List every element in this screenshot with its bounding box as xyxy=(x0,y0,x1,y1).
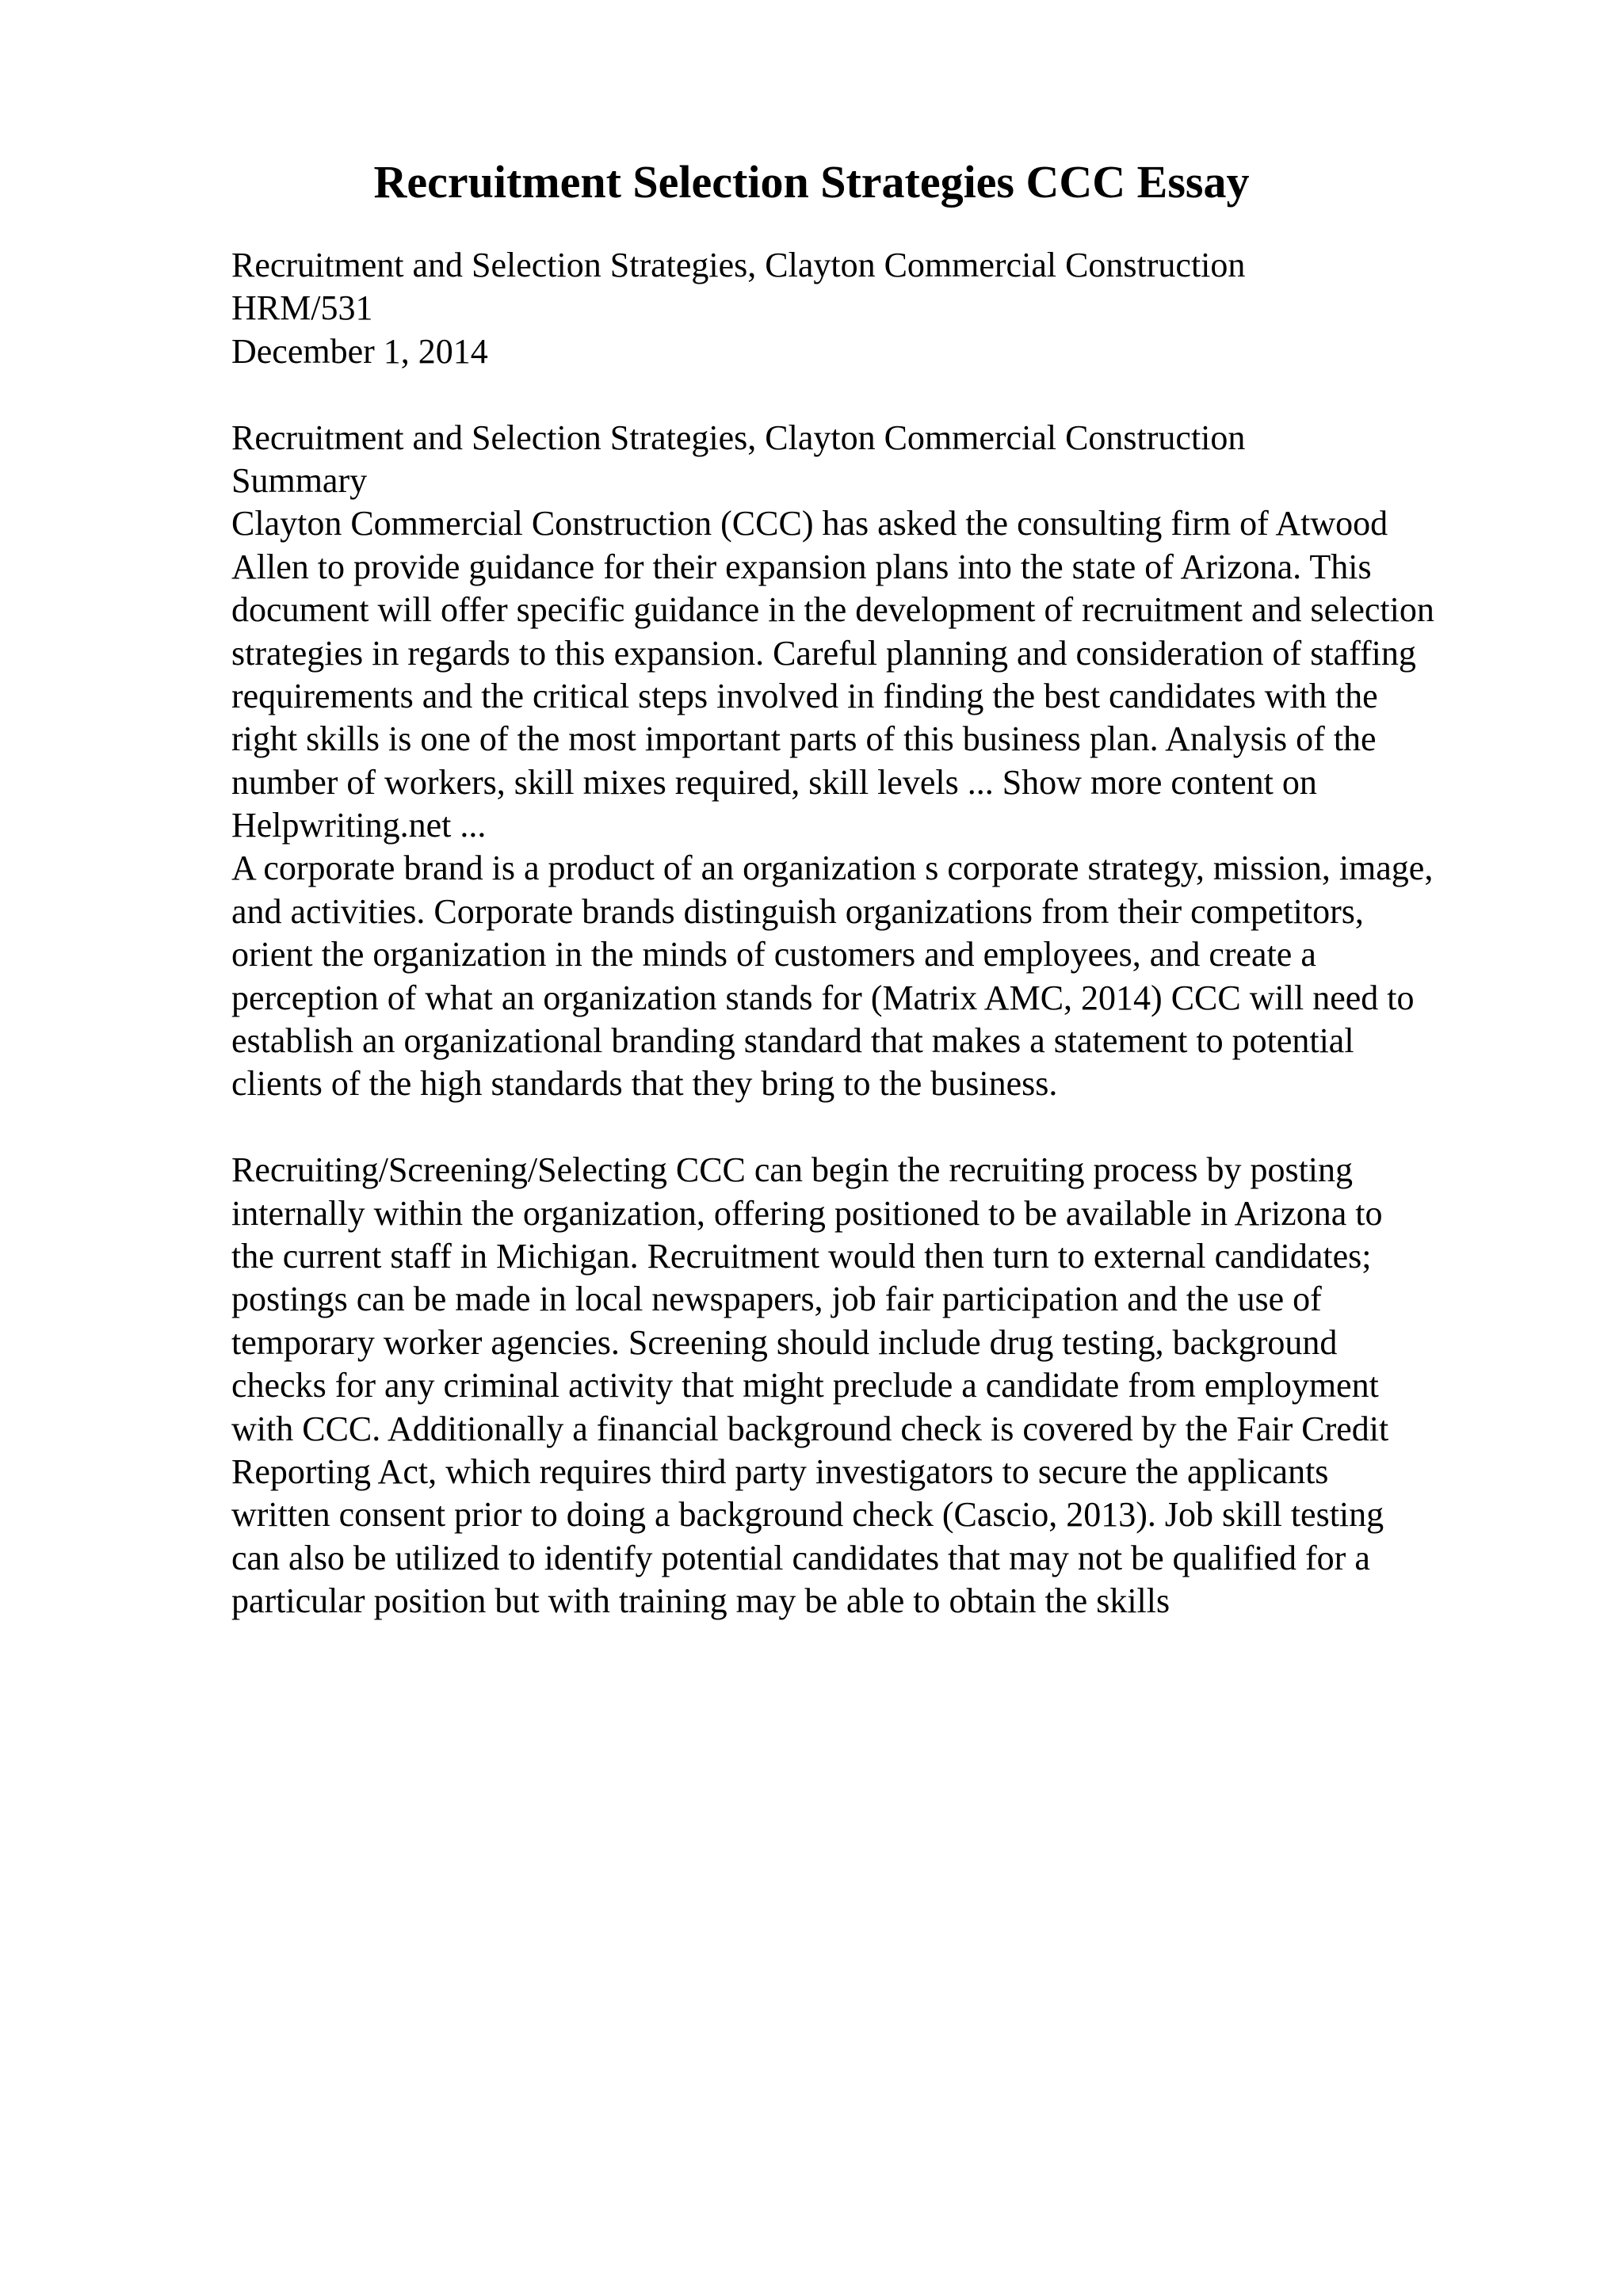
section-heading-line: Recruitment and Selection Strategies, Clayton Commercial Construction xyxy=(231,418,1246,457)
recruiting-line: can also be utilized to identify potential candidates that may not be qualified for a xyxy=(231,1538,1370,1577)
recruiting-line: temporary worker agencies. Screening should include drug testing, background xyxy=(231,1322,1338,1362)
recruiting-paragraph xyxy=(231,1149,1531,1623)
recruiting-line: written consent prior to doing a background check (Cascio, 2013). Job skill testing xyxy=(231,1495,1384,1535)
recruiting-line: postings can be made in local newspapers, job fair participation and the use of xyxy=(231,1280,1322,1319)
recruiting-line: with CCC. Additionally a financial background check is covered by the Fair Credit xyxy=(231,1409,1389,1448)
course-code-line: HRM/531 xyxy=(231,288,373,328)
summary-line: right skills is one of the most important parts of this business plan. Analysis of the xyxy=(231,719,1377,759)
recruiting-line: internally within the organization, offering positioned to be available in Arizona to xyxy=(231,1193,1383,1233)
brand-line: and activities. Corporate brands distinguish organizations from their competitors, xyxy=(231,891,1364,931)
recruiting-line: the current staff in Michigan. Recruitment would then turn to external candidates; xyxy=(231,1236,1372,1276)
summary-line: strategies in regards to this expansion. Careful planning and consideration of staffing xyxy=(231,633,1416,673)
section-heading-block xyxy=(231,417,1531,503)
brand-line: orient the organization in the minds of customers and employees, and create a xyxy=(231,935,1316,974)
brand-line: A corporate brand is a product of an organization s corporate strategy, mission, image, xyxy=(231,849,1434,888)
header-block xyxy=(231,244,1531,373)
brand-line: perception of what an organization stands for (Matrix AMC, 2014) CCC will need to xyxy=(231,978,1415,1017)
summary-line: Allen to provide guidance for their expansion plans into the state of Arizona. This xyxy=(231,547,1372,586)
summary-line: Helpwriting.net ... xyxy=(231,806,487,845)
summary-heading: Summary xyxy=(231,460,368,500)
brand-line: establish an organizational branding standard that makes a statement to potential xyxy=(231,1021,1354,1061)
summary-line: number of workers, skill mixes required, skill levels ... Show more content on xyxy=(231,762,1317,802)
corporate-brand-paragraph xyxy=(231,847,1531,1105)
recruiting-line: checks for any criminal activity that might preclude a candidate from employment xyxy=(231,1366,1379,1405)
header-line: Recruitment and Selection Strategies, Clayton Commercial Construction xyxy=(231,246,1246,284)
paragraph-gap xyxy=(231,373,1531,416)
recruiting-line: Recruiting/Screening/Selecting CCC can begin the recruiting process by posting xyxy=(231,1150,1354,1190)
paragraph-gap xyxy=(231,1106,1531,1149)
document-body xyxy=(231,244,1531,1623)
summary-line: requirements and the critical steps involved in finding the best candidates with the xyxy=(231,676,1378,715)
summary-line: document will offer specific guidance in the development of recruitment and selection xyxy=(231,590,1434,630)
summary-line: Clayton Commercial Construction (CCC) has asked the consulting firm of Atwood xyxy=(231,504,1388,543)
date-line: December 1, 2014 xyxy=(231,331,488,371)
summary-paragraph xyxy=(231,502,1531,847)
brand-line: clients of the high standards that they bring to the business. xyxy=(231,1064,1058,1104)
recruiting-line: Reporting Act, which requires third party investigators to secure the applicants xyxy=(231,1451,1329,1491)
recruiting-line: particular position but with training may be able to obtain the skills xyxy=(231,1581,1170,1621)
document-title: Recruitment Selection Strategies CCC Essay xyxy=(373,156,1250,208)
